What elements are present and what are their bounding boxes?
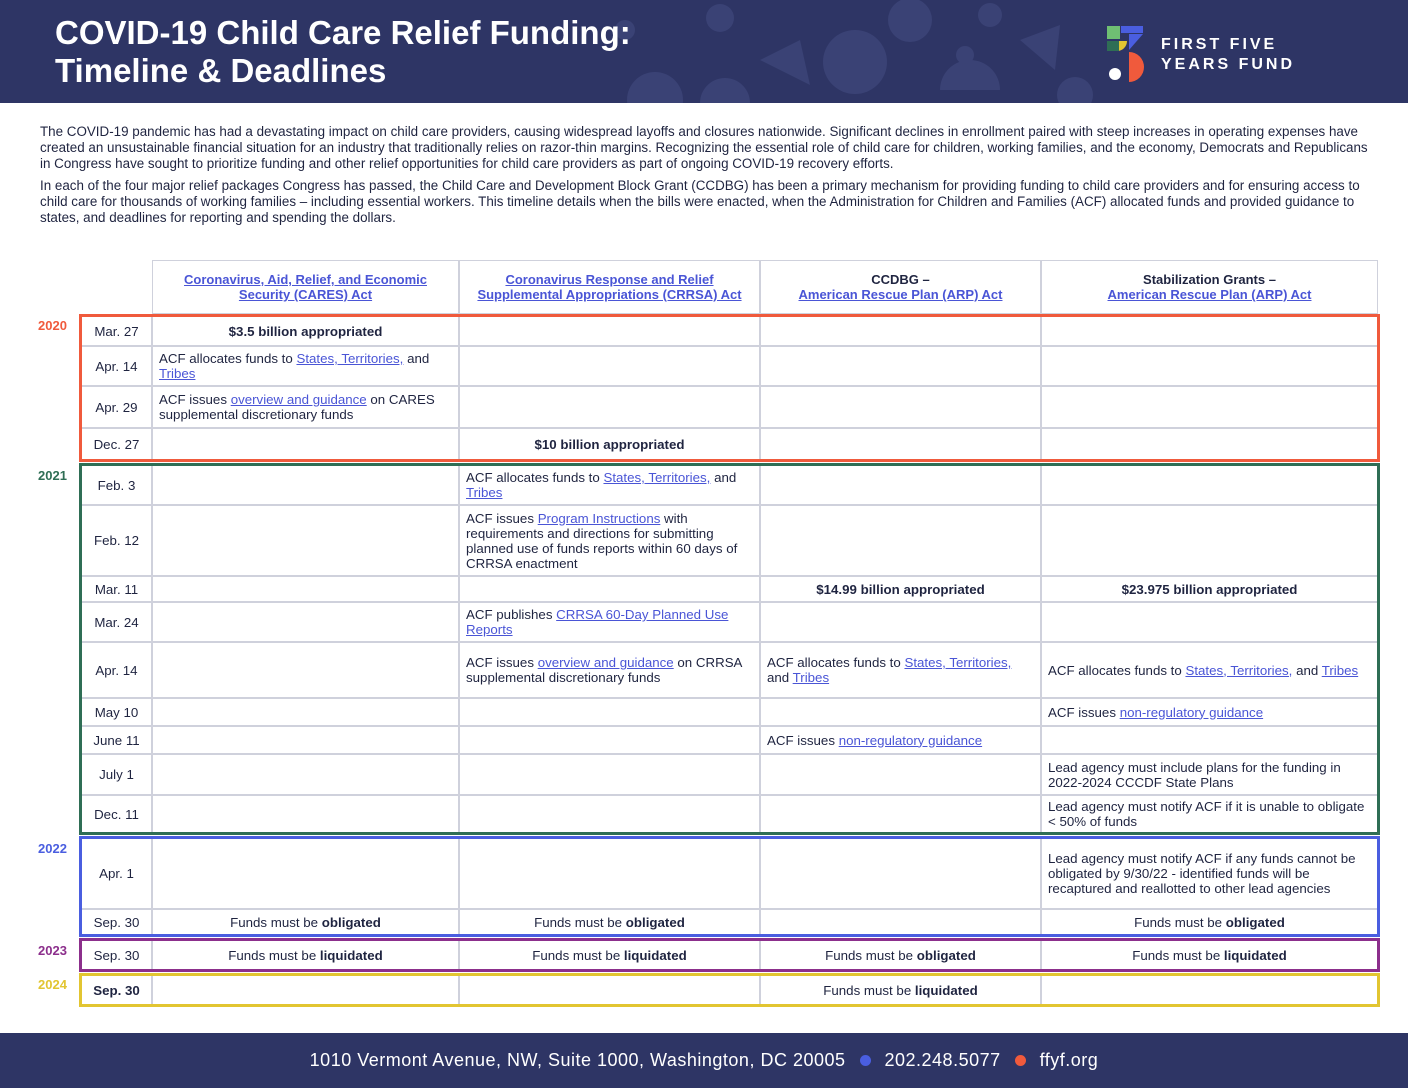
intro-text <box>40 124 1370 232</box>
page-title <box>55 14 631 90</box>
table-cell <box>1041 505 1378 576</box>
page-footer <box>0 1033 1408 1088</box>
table-cell <box>152 940 459 970</box>
table-cell <box>760 346 1041 386</box>
table-cell <box>760 465 1041 505</box>
cell-bold-text: obligated <box>916 947 976 963</box>
page-header <box>0 0 1408 103</box>
table-cell <box>1041 386 1378 428</box>
table-cell <box>760 642 1041 698</box>
column-header <box>760 260 1041 314</box>
title-line-2: Timeline & Deadlines <box>55 52 387 89</box>
cell-link[interactable]: Program Instructions <box>537 510 661 526</box>
cell-text: ACF allocates funds to <box>1048 662 1186 678</box>
cell-text: and <box>767 670 793 685</box>
table-cell <box>152 316 459 346</box>
table-cell <box>760 909 1041 935</box>
year-label: 2023 <box>38 943 67 958</box>
footer-phone: 202.248.5077 <box>884 1050 1001 1070</box>
cell-link[interactable]: non-regulatory guidance <box>838 732 983 748</box>
table-cell <box>760 940 1041 970</box>
cell-text: and <box>1292 662 1322 678</box>
table-cell <box>760 698 1041 726</box>
logo-text-line-2: YEARS FUND <box>1161 56 1296 73</box>
cell-link[interactable]: Tribes <box>1321 662 1359 678</box>
table-cell <box>459 465 760 505</box>
logo-text-line-1: FIRST FIVE <box>1161 36 1278 53</box>
cell-text: ACF issues <box>466 510 538 526</box>
table-cell <box>152 726 459 754</box>
table-cell <box>459 838 760 909</box>
title-line-1: COVID-19 Child Care Relief Funding: <box>55 14 631 51</box>
table-cell <box>760 602 1041 642</box>
table-cell <box>459 386 760 428</box>
row-date: Apr. 1 <box>81 838 152 909</box>
cell-text: Funds must be <box>230 914 322 930</box>
row-date: Apr. 29 <box>81 386 152 428</box>
row-date: Sep. 30 <box>81 940 152 970</box>
year-label: 2020 <box>38 318 67 333</box>
cell-link[interactable]: Tribes <box>792 670 830 685</box>
row-date: June 11 <box>81 726 152 754</box>
table-cell <box>1041 795 1378 833</box>
table-cell <box>1041 346 1378 386</box>
table-cell <box>152 386 459 428</box>
table-cell <box>1041 698 1378 726</box>
table-cell <box>459 505 760 576</box>
cell-link[interactable]: non-regulatory guidance <box>1119 704 1264 720</box>
table-cell <box>1041 726 1378 754</box>
row-date: Feb. 3 <box>81 465 152 505</box>
cell-text: Funds must be <box>534 914 626 930</box>
footer-dot-icon <box>1015 1055 1026 1066</box>
cell-bold-text: $23.975 billion appropriated <box>1121 581 1298 597</box>
table-cell <box>1041 602 1378 642</box>
cell-text: ACF publishes <box>466 607 557 622</box>
table-cell <box>760 726 1041 754</box>
cell-bold-text: obligated <box>625 914 685 930</box>
table-cell <box>459 316 760 346</box>
row-date: Sep. 30 <box>81 909 152 935</box>
row-date: Mar. 24 <box>81 602 152 642</box>
row-date: Mar. 11 <box>81 576 152 602</box>
table-cell <box>459 975 760 1005</box>
table-cell <box>459 909 760 935</box>
row-date: Dec. 11 <box>81 795 152 833</box>
table-cell <box>459 726 760 754</box>
table-cell <box>152 576 459 602</box>
table-cell <box>760 386 1041 428</box>
column-header-label: Stabilization Grants – <box>1143 272 1276 287</box>
cell-text: and <box>710 470 737 485</box>
table-cell <box>1041 754 1378 795</box>
cell-bold-text: $14.99 billion appropriated <box>816 581 985 597</box>
row-date: Dec. 27 <box>81 428 152 460</box>
table-cell <box>459 795 760 833</box>
table-cell <box>459 428 760 460</box>
cell-text: ACF allocates funds to <box>466 470 604 485</box>
cell-link[interactable]: overview and guidance <box>537 655 674 670</box>
table-cell <box>1041 642 1378 698</box>
table-cell <box>459 602 760 642</box>
column-header <box>1041 260 1378 314</box>
table-cell <box>760 316 1041 346</box>
cell-bold-text: $3.5 billion appropriated <box>228 323 383 339</box>
column-header <box>152 260 459 314</box>
year-label: 2024 <box>38 977 67 992</box>
cell-text: Lead agency must notify ACF if any funds cannot be obligated by 9/30/22 - identified funds will be recaptured and reallotted to other lead agencies <box>1048 851 1356 896</box>
table-cell <box>152 505 459 576</box>
cell-link[interactable]: overview and guidance <box>230 392 367 407</box>
cell-text: ACF issues <box>159 392 231 407</box>
table-cell <box>152 465 459 505</box>
cell-bold-text: obligated <box>1225 914 1285 930</box>
column-header-label: CCDBG – <box>871 272 930 287</box>
footer-website: ffyf.org <box>1039 1050 1099 1070</box>
table-cell <box>760 795 1041 833</box>
cell-link[interactable]: States, Territories, <box>603 470 711 485</box>
logo-text <box>1161 35 1295 75</box>
intro-paragraph-2: In each of the four major relief packages Congress has passed, the Child Care and Development Block Grant (CCDBG) has been a primary mechanism for providing funding to child care providers and for ensuring access to child care for thousands of working families – including essential workers. This timeline details when the bills were enacted, when the Administration for Children and Families (ACF) allocated funds and provided guidance to states, and deadlines for reporting and spending the dollars. <box>40 178 1360 225</box>
cell-text: ACF allocates funds to <box>159 351 297 366</box>
cell-bold-text: liquidated <box>914 982 978 998</box>
table-cell <box>152 642 459 698</box>
table-cell <box>1041 838 1378 909</box>
cell-link[interactable]: Tribes <box>159 366 196 381</box>
table-cell <box>152 795 459 833</box>
cell-text: with requirements and directions for submitting planned use of funds reports within 60 days of CRRSA enactment <box>466 510 738 571</box>
table-cell <box>459 642 760 698</box>
table-cell <box>152 428 459 460</box>
year-label: 2021 <box>38 468 67 483</box>
ffyf-logo-icon <box>1105 24 1149 86</box>
cell-bold-text: liquidated <box>1223 947 1287 963</box>
cell-link[interactable]: States, Territories, <box>1185 662 1293 678</box>
cell-text: ACF issues <box>1048 704 1120 720</box>
column-header-link[interactable]: American Rescue Plan (ARP) Act <box>798 287 1003 302</box>
table-cell <box>152 838 459 909</box>
table-cell <box>760 576 1041 602</box>
cell-text: Funds must be <box>825 947 917 963</box>
column-header-link[interactable]: American Rescue Plan (ARP) Act <box>1107 287 1312 302</box>
row-date: Apr. 14 <box>81 346 152 386</box>
table-cell <box>1041 465 1378 505</box>
table-cell <box>760 754 1041 795</box>
row-date: May 10 <box>81 698 152 726</box>
table-cell <box>760 838 1041 909</box>
column-header-link[interactable]: Coronavirus Response and Relief Supplemental Appropriations (CRRSA) Act <box>477 272 742 302</box>
cell-text: ACF allocates funds to <box>767 655 905 670</box>
cell-text: Funds must be <box>1132 947 1224 963</box>
table-cell <box>1041 576 1378 602</box>
intro-paragraph-1: The COVID-19 pandemic has had a devastating impact on child care providers, causing widespread layoffs and closures nationwide. Significant declines in enrollment paired with steep increases in operating expenses have created an unsustainable financial situation for an industry that traditionally relies on razor-thin margins. Recognizing the essential role of child care for children, working families, and the economy, Democrats and Republicans in Congress have sought to prioritize funding and other relief opportunities for child care providers as part of ongoing COVID-19 recovery efforts. <box>40 124 1368 171</box>
cell-text: and <box>403 351 430 366</box>
table-cell <box>459 576 760 602</box>
table-cell <box>459 698 760 726</box>
cell-text: Funds must be <box>823 982 915 998</box>
table-cell <box>152 754 459 795</box>
cell-text: on CRRSA supplemental discretionary funds <box>466 655 742 685</box>
table-cell <box>152 909 459 935</box>
cell-text: Lead agency must include plans for the funding in 2022-2024 CCCDF State Plans <box>1048 759 1341 790</box>
row-date: Apr. 14 <box>81 642 152 698</box>
cell-text: Funds must be <box>1134 914 1226 930</box>
row-date: July 1 <box>81 754 152 795</box>
cell-link[interactable]: CRRSA 60-Day Planned Use Reports <box>466 607 729 637</box>
cell-bold-text: liquidated <box>319 947 383 963</box>
cell-text: ACF issues <box>767 732 839 748</box>
table-cell <box>1041 909 1378 935</box>
table-cell <box>459 754 760 795</box>
cell-text: Funds must be <box>532 947 624 963</box>
footer-dot-icon <box>860 1055 871 1066</box>
row-date: Mar. 27 <box>81 316 152 346</box>
cell-link[interactable]: States, Territories, <box>296 351 404 366</box>
table-cell <box>760 505 1041 576</box>
footer-address: 1010 Vermont Avenue, NW, Suite 1000, Washington, DC 20005 <box>309 1050 846 1070</box>
cell-text: Lead agency must notify ACF if it is unable to obligate < 50% of funds <box>1048 799 1365 829</box>
table-cell <box>459 346 760 386</box>
row-date: Sep. 30 <box>81 975 152 1005</box>
table-cell <box>152 975 459 1005</box>
column-header-link[interactable]: Coronavirus, Aid, Relief, and Economic Security (CARES) Act <box>184 272 427 302</box>
table-cell <box>459 940 760 970</box>
cell-link[interactable]: Tribes <box>466 485 503 500</box>
table-cell <box>152 698 459 726</box>
year-label: 2022 <box>38 841 67 856</box>
row-date: Feb. 12 <box>81 505 152 576</box>
cell-text: Funds must be <box>228 947 320 963</box>
table-cell <box>1041 316 1378 346</box>
column-header <box>459 260 760 314</box>
table-cell <box>760 428 1041 460</box>
cell-text: on CARES supplemental discretionary funds <box>159 392 435 422</box>
table-cell <box>1041 940 1378 970</box>
table-cell <box>152 346 459 386</box>
table-cell <box>152 602 459 642</box>
table-cell <box>1041 428 1378 460</box>
table-cell <box>760 975 1041 1005</box>
cell-bold-text: $10 billion appropriated <box>534 436 685 452</box>
table-cell <box>1041 975 1378 1005</box>
cell-text: ACF issues <box>466 655 538 670</box>
cell-bold-text: liquidated <box>623 947 687 963</box>
cell-link[interactable]: States, Territories, <box>904 655 1012 670</box>
cell-bold-text: obligated <box>321 914 381 930</box>
